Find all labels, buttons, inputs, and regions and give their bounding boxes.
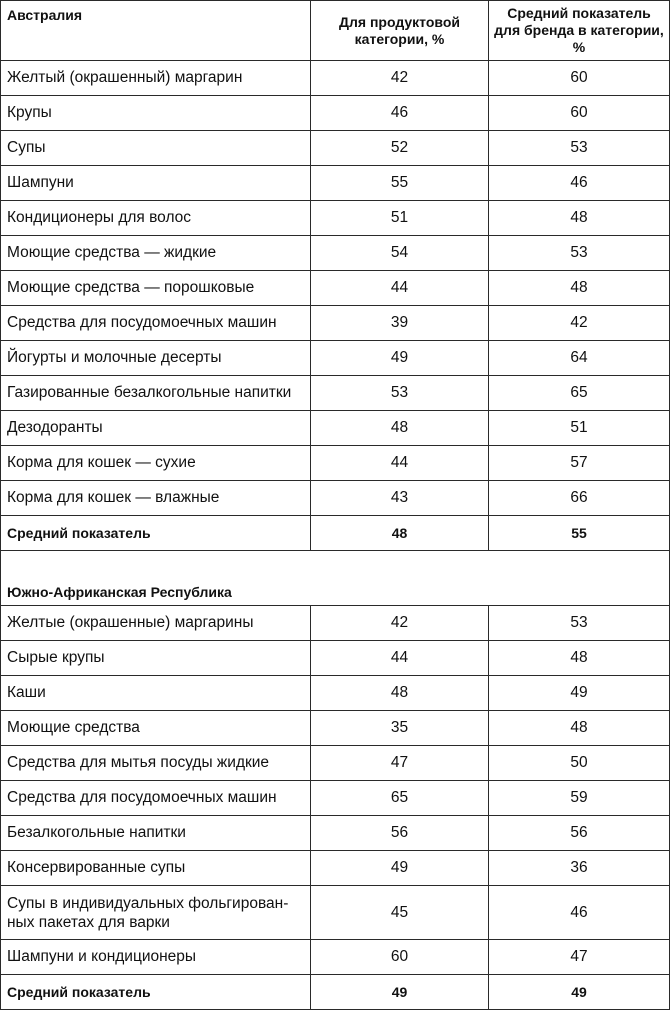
row-name: Йогурты и молочные десерты (1, 341, 311, 376)
category-value: 35 (311, 711, 489, 746)
section-spacer (1, 551, 670, 580)
header-brand-percent: Средний показатель для бренда в категории, % (489, 1, 670, 61)
table-row (1, 61, 670, 96)
row-name: Дезодоранты (1, 411, 311, 446)
row-name: Средства для посудомоечных машин (1, 781, 311, 816)
category-value: 49 (311, 975, 489, 1010)
section-title-row (1, 579, 670, 606)
table-row (1, 201, 670, 236)
category-value: 65 (311, 781, 489, 816)
table-row (1, 746, 670, 781)
row-name: Шампуни (1, 166, 311, 201)
header-category-percent: Для продуктовой категории, % (311, 1, 489, 61)
brand-value: 49 (489, 676, 670, 711)
category-value: 56 (311, 816, 489, 851)
brand-value: 56 (489, 816, 670, 851)
category-value: 49 (311, 341, 489, 376)
brand-value: 65 (489, 376, 670, 411)
category-value: 43 (311, 481, 489, 516)
table-row (1, 886, 670, 940)
table-row (1, 446, 670, 481)
row-name: Каши (1, 676, 311, 711)
brand-value: 48 (489, 201, 670, 236)
row-name: Супы в индивидуальных фольгирован-ных пакетах для варки (1, 886, 311, 940)
category-value: 44 (311, 446, 489, 481)
average-row (1, 975, 670, 1010)
table-row (1, 166, 670, 201)
brand-value: 57 (489, 446, 670, 481)
category-value: 48 (311, 676, 489, 711)
row-name: Моющие средства — порошковые (1, 271, 311, 306)
category-value: 54 (311, 236, 489, 271)
category-value: 47 (311, 746, 489, 781)
category-value: 60 (311, 940, 489, 975)
brand-value: 49 (489, 975, 670, 1010)
header-row (1, 1, 670, 61)
brand-value: 48 (489, 711, 670, 746)
brand-value: 53 (489, 236, 670, 271)
category-value: 49 (311, 851, 489, 886)
table-row (1, 131, 670, 166)
row-name: Средний показатель (1, 516, 311, 551)
brand-value: 51 (489, 411, 670, 446)
brand-value: 50 (489, 746, 670, 781)
row-name: Моющие средства (1, 711, 311, 746)
category-value: 39 (311, 306, 489, 341)
category-value: 55 (311, 166, 489, 201)
table-row (1, 341, 670, 376)
category-value: 51 (311, 201, 489, 236)
row-name: Корма для кошек — влажные (1, 481, 311, 516)
row-name: Безалкогольные напитки (1, 816, 311, 851)
table-row (1, 676, 670, 711)
brand-value: 59 (489, 781, 670, 816)
category-value: 48 (311, 411, 489, 446)
table-row (1, 711, 670, 746)
row-name: Средства для посудомоечных машин (1, 306, 311, 341)
brand-value: 36 (489, 851, 670, 886)
table-row (1, 606, 670, 641)
table-row (1, 376, 670, 411)
category-value: 52 (311, 131, 489, 166)
table-row (1, 641, 670, 676)
table-row (1, 940, 670, 975)
brand-value: 47 (489, 940, 670, 975)
row-name: Газированные безалкогольные напитки (1, 376, 311, 411)
brand-value: 48 (489, 271, 670, 306)
category-value: 44 (311, 271, 489, 306)
brand-value: 60 (489, 96, 670, 131)
table-row (1, 851, 670, 886)
category-value: 48 (311, 516, 489, 551)
row-name: Желтые (окрашенные) маргарины (1, 606, 311, 641)
category-value: 44 (311, 641, 489, 676)
table-row (1, 271, 670, 306)
row-name: Корма для кошек — сухие (1, 446, 311, 481)
table-row (1, 306, 670, 341)
row-name: Крупы (1, 96, 311, 131)
table-row (1, 411, 670, 446)
table-row (1, 236, 670, 271)
category-value: 45 (311, 886, 489, 940)
spacer-cell (1, 551, 670, 580)
brand-value: 66 (489, 481, 670, 516)
average-row (1, 516, 670, 551)
table-row (1, 96, 670, 131)
brand-value: 48 (489, 641, 670, 676)
category-value: 42 (311, 606, 489, 641)
brand-value: 42 (489, 306, 670, 341)
brand-value: 46 (489, 886, 670, 940)
row-name: Средний показатель (1, 975, 311, 1010)
brand-value: 64 (489, 341, 670, 376)
row-name: Консервированные супы (1, 851, 311, 886)
section-title: Южно-Африканская Республика (1, 579, 670, 606)
row-name: Кондиционеры для волос (1, 201, 311, 236)
row-name: Шампуни и кондиционеры (1, 940, 311, 975)
row-name: Моющие средства — жидкие (1, 236, 311, 271)
header-country: Австралия (1, 1, 311, 61)
row-name: Супы (1, 131, 311, 166)
brand-value: 60 (489, 61, 670, 96)
row-name: Желтый (окрашенный) маргарин (1, 61, 311, 96)
brand-value: 55 (489, 516, 670, 551)
brand-value: 53 (489, 131, 670, 166)
table-row (1, 481, 670, 516)
brand-value: 46 (489, 166, 670, 201)
row-name: Средства для мытья посуды жидкие (1, 746, 311, 781)
table-row (1, 781, 670, 816)
category-value: 42 (311, 61, 489, 96)
row-name: Сырые крупы (1, 641, 311, 676)
category-value: 46 (311, 96, 489, 131)
category-value: 53 (311, 376, 489, 411)
table-row (1, 816, 670, 851)
brand-value: 53 (489, 606, 670, 641)
